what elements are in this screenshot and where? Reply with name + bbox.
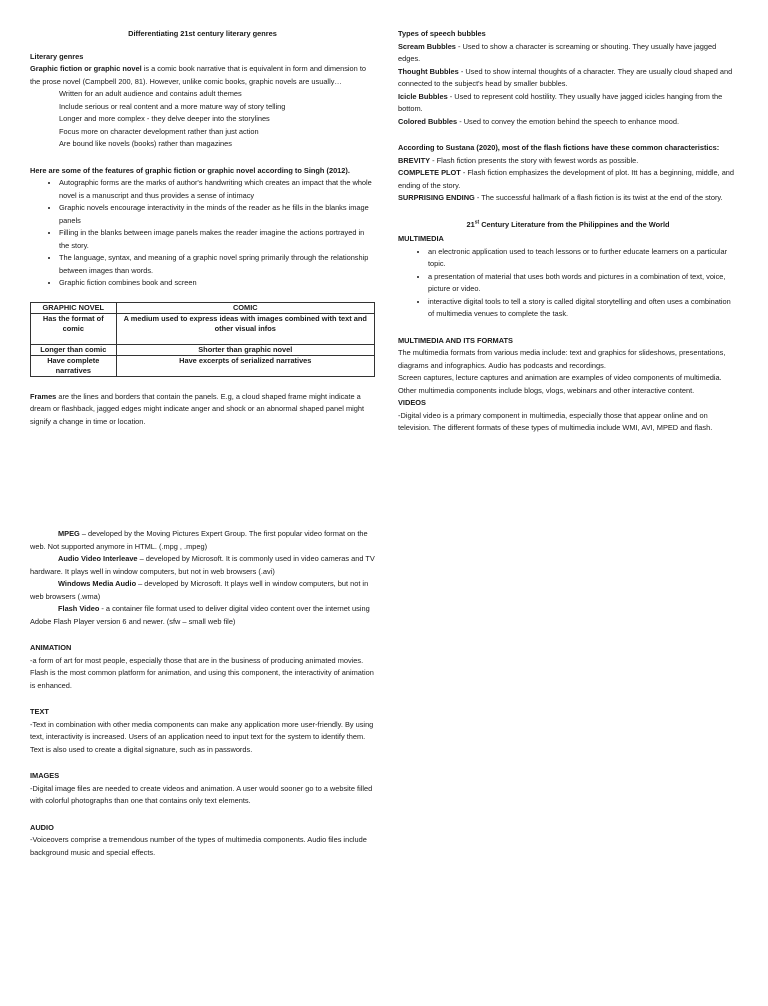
video-format-item: MPEG – developed by the Moving Pictures Expert Group. The first popular video format on the web. Not supported anymore in HTML. (.mpg , .mpeg)	[30, 529, 368, 551]
right-column	[398, 28, 738, 435]
flash-fiction-heading: According to Sustana (2020), most of the flash fictions have these common characteristics:	[398, 143, 720, 152]
list-item: • The language, syntax, and meaning of a graphic novel spring primarily through the relationship between images than words.	[59, 252, 375, 277]
table-header: GRAPHIC NOVEL	[31, 302, 117, 313]
video-format-item: Windows Media Audio – developed by Microsoft. It plays well in window computers, but not in web browsers (.wma)	[30, 579, 369, 601]
list-item: • interactive digital tools to tell a story is called digital storytelling and often uses a combination of multimedia venues to complete the task.	[428, 296, 738, 321]
images-heading: IMAGES	[30, 771, 60, 780]
table-row	[31, 344, 375, 355]
video-format-item: Audio Video Interleave – developed by Microsoft. It is commonly used in video cameras and TV hardware. It plays well in window computers, but not in web browsers (.avi)	[30, 554, 375, 576]
formats-heading: MULTIMEDIA AND ITS FORMATS	[398, 335, 513, 345]
list-item: Focus more on character development rather than just action	[59, 126, 259, 136]
list-item: Written for an adult audience and contains adult themes	[59, 89, 242, 98]
videos-heading: VIDEOS	[398, 398, 426, 407]
list-item: • a presentation of material that uses both words and pictures in a combination of text, voice, picture or video.	[428, 271, 738, 296]
animation-paragraph: -a form of art for most people, especially those that are in the business of producing animated movies. Flash is the most common platform for animation, and using this component, the interactivity of animation is enhanced.	[30, 655, 374, 690]
table-cell: Longer than comic	[31, 344, 117, 355]
bottom-section	[30, 528, 375, 859]
document-title: Differentiating 21st century literary genres	[128, 29, 277, 38]
table-row	[31, 355, 375, 376]
literature-section-title: 21st Century Literature from the Philippines and the World	[466, 219, 670, 229]
audio-paragraph: -Voiceovers comprise a tremendous number of the types of multimedia components. Audio files include background music and special effects.	[30, 835, 367, 857]
flash-item: COMPLETE PLOT - Flash fiction emphasizes the development of plot. Itt has a beginning, middle, and ending of the story.	[398, 168, 735, 190]
speech-bubbles-heading: Types of speech bubbles	[398, 29, 486, 38]
literary-genres-heading: Literary genres	[30, 51, 84, 61]
frames-term: Frames	[30, 391, 57, 401]
bubble-item: Thought Bubbles - Used to show internal thoughts of a character. They are usually cloud shaped and connected to the subject's head by smaller bubbles.	[398, 66, 733, 88]
features-list	[30, 177, 375, 290]
list-item: Are bound like novels (books) rather than magazines	[59, 139, 232, 148]
text-heading: TEXT	[30, 707, 49, 716]
list-item: Longer and more complex - they delve deeper into the storylines	[59, 114, 270, 123]
list-item: • Filling in the blanks between image panels makes the reader imagine the actions portrayed in the story.	[59, 227, 375, 252]
table-cell: A medium used to express ideas with images combined with text and other visual infos	[116, 313, 374, 344]
table-header: COMIC	[116, 302, 374, 313]
list-item: Include serious or real content and a more mature way of story telling	[59, 101, 286, 111]
table-cell: Have complete narratives	[31, 355, 117, 376]
flash-item: BREVITY - Flash fiction presents the story with fewest words as possible.	[398, 155, 639, 165]
flash-item: SURPRISING ENDING - The successful hallmark of a flash fiction is its twist at the end of the story.	[398, 193, 723, 202]
formats-paragraph-1: The multimedia formats from various media include: text and graphics for slideshows, presentations, diagrams and infographics. Audio has podcasts and recordings.	[398, 348, 726, 370]
bubble-item: Icicle Bubbles - Used to represent cold hostility. They usually have jagged icicles hanging from the bottom.	[398, 91, 723, 113]
text-paragraph: -Text in combination with other media components can make any application more user-friendly. By using text, interactivity is increased. Users of an application need to input text for the system to identify them. Text is also used to create a digital signature, such as in passwords.	[30, 719, 374, 754]
list-item: • Graphic novels encourage interactivity in the minds of the reader as he fills in the blanks image panels	[59, 202, 375, 227]
videos-paragraph: -Digital video is a primary component in multimedia, especially those that appear online and on television. The different formats of these types of multimedia include WMI, AVI, MPED and flash.	[398, 410, 713, 432]
left-column	[30, 28, 375, 428]
table-row	[31, 313, 375, 344]
graphic-novel-definition: Graphic fiction or graphic novel is a comic book narrative that is equivalent in form and dimension to the prose novel (Campbell 200, 81). However, unlike comic books, graphic novels are usually…	[30, 64, 366, 86]
table-cell: Has the format of comic	[31, 313, 117, 344]
animation-heading: ANIMATION	[30, 643, 72, 652]
table-header-row	[31, 302, 375, 313]
comparison-table	[30, 302, 375, 377]
audio-heading: AUDIO	[30, 822, 54, 832]
table-cell: Have excerpts of serialized narratives	[116, 355, 374, 376]
list-item: • an electronic application used to teach lessons or to further educate learners on a particular topic.	[428, 246, 738, 271]
graphic-novel-traits	[30, 88, 375, 151]
list-item: • Autographic forms are the marks of author's handwriting which creates an impact that the whole novel is a manuscript and thus provides a sense of intimacy	[59, 177, 375, 202]
bubble-item: Scream Bubbles - Used to show a character is screaming or shouting. They usually have jagged edges.	[398, 41, 717, 63]
video-format-item: Flash Video - a container file format used to deliver digital video content over the internet using Adobe Flash Player version 6 and newer. (sfw – small web file)	[30, 604, 370, 626]
formats-paragraph-2: Screen captures, lecture captures and animation are examples of video components of multimedia. Other multimedia components include blogs, vlogs, webinars and other interactive content.	[398, 373, 722, 395]
multimedia-list	[398, 246, 738, 321]
bubble-item: Colored Bubbles - Used to convey the emotion behind the speech to enhance mood.	[398, 116, 680, 126]
features-heading: Here are some of the features of graphic fiction or graphic novel according to Singh (2012).	[30, 165, 350, 175]
list-item: • Graphic fiction combines book and screen	[59, 277, 375, 290]
images-paragraph: -Digital image files are needed to create videos and animation. A user would sooner go to a website filled with colorful photographs than one that contains only text elements.	[30, 783, 373, 805]
table-cell: Shorter than graphic novel	[116, 344, 374, 355]
graphic-novel-term: Graphic fiction or graphic novel	[30, 64, 142, 73]
multimedia-heading: MULTIMEDIA	[398, 234, 444, 243]
frames-paragraph: Frames are the lines and borders that contain the panels. E.g, a cloud shaped frame might indicate a dream or flashback, jagged edges might indicate anger and shock or an abnormal shaped panel might signify a change in time or location.	[30, 391, 365, 426]
